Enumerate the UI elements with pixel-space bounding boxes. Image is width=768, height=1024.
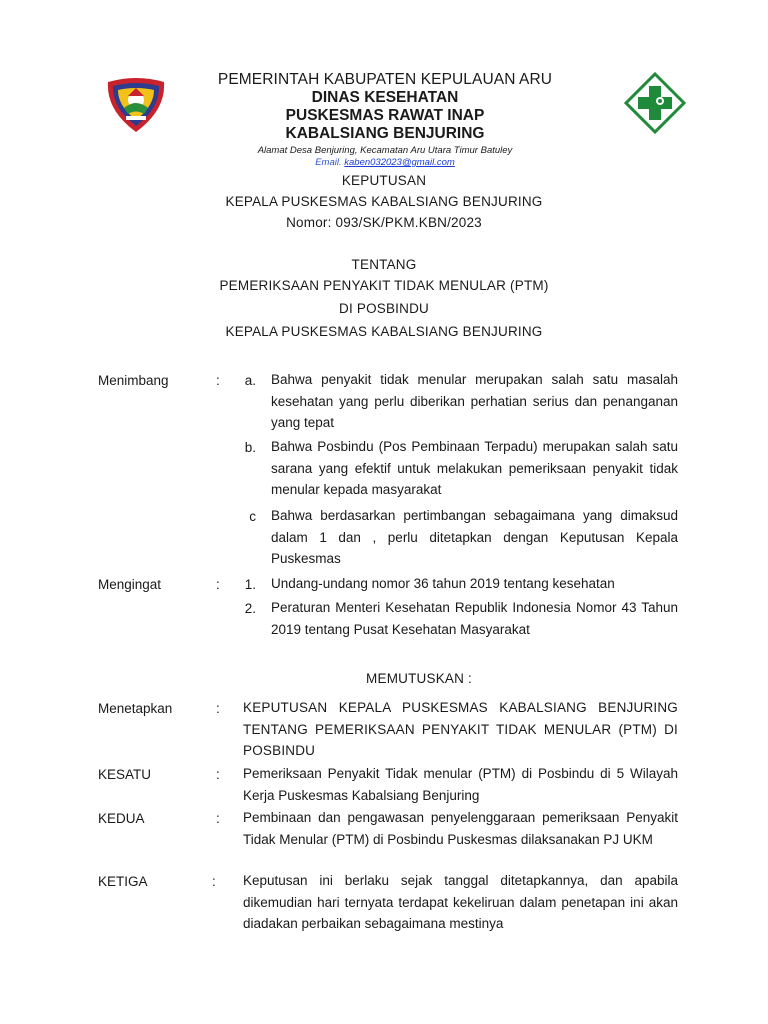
kesatu-colon: : — [216, 767, 220, 782]
menimbang-item-c: Bahwa berdasarkan pertimbangan sebagaimana yang dimaksud dalam 1 dan , perlu ditetapkan dengan Keputusan Kepala Puskesmas — [271, 508, 678, 566]
mengingat-item-1: Undang-undang nomor 36 tahun 2019 tentang kesehatan — [271, 576, 615, 591]
government-name: PEMERINTAH KABUPATEN KEPULAUAN ARU — [217, 71, 553, 88]
doc-number: Nomor: 093/SK/PKM.KBN/2023 — [286, 215, 482, 230]
kesatu-label: KESATU — [98, 767, 152, 782]
ketiga-text: Keputusan ini berlaku sejak tanggal ditetapkannya, dan apabila dikemudian hari ternyata terdapat kekeliruan dalam penetapan ini akan diadakan perbaikan sebagaimana mestinya — [243, 873, 678, 931]
kedua-text: Pembinaan dan pengawasan penyelenggaraan pemeriksaan Penyakit Tidak Menular (PTM) di Posbindu Puskesmas dilaksanakan PJ UKM — [243, 810, 678, 847]
puskesmas-cross-logo-icon — [624, 72, 686, 134]
email-label: Email. — [315, 157, 342, 168]
kedua-colon: : — [216, 811, 220, 826]
menimbang-marker-b: b. — [244, 440, 256, 455]
letterhead — [170, 71, 600, 168]
menimbang-marker-c: c — [249, 509, 256, 524]
memutuskan-heading: MEMUTUSKAN : — [366, 671, 472, 686]
menetapkan-text: KEPUTUSAN KEPALA PUSKESMAS KABALSIANG BENJURING TENTANG PEMERIKSAAN PENYAKIT TIDAK MENULAR (PTM) DI POSBINDU — [243, 700, 678, 758]
menimbang-colon: : — [216, 373, 220, 388]
ketiga-label: KETIGA — [98, 874, 148, 889]
issuer: KEPALA PUSKESMAS KABALSIANG BENJURING — [225, 194, 543, 209]
email-line — [170, 157, 600, 168]
address: Alamat Desa Benjuring, Kecamatan Aru Utara Timur Batuley — [257, 145, 513, 156]
mengingat-colon: : — [216, 577, 220, 592]
facility-name: PUSKESMAS RAWAT INAP — [285, 107, 485, 124]
ketiga-colon: : — [212, 874, 216, 889]
department-name: DINAS KESEHATAN — [311, 89, 459, 106]
facility-location: KABALSIANG BENJURING — [285, 125, 485, 142]
menimbang-item-a: Bahwa penyakit tidak menular merupakan salah satu masalah kesehatan yang perlu diberikan perhatian serius dan penanganan yang tepat — [271, 372, 678, 430]
menetapkan-colon: : — [216, 701, 220, 716]
doc-type: KEPUTUSAN — [341, 173, 427, 188]
menimbang-marker-a: a. — [244, 373, 256, 388]
kedua-label: KEDUA — [98, 811, 145, 826]
menimbang-label: Menimbang — [98, 373, 169, 388]
email-link[interactable]: kaben032023@gmail.com — [344, 157, 455, 168]
regency-emblem-icon — [104, 76, 168, 134]
tentang-heading: TENTANG — [351, 257, 417, 272]
menimbang-item-b: Bahwa Posbindu (Pos Pembinaan Terpadu) merupakan salah satu sarana yang efektif untuk melakukan pemeriksaan penyakit tidak menular kepada masyarakat — [271, 439, 678, 497]
kesatu-text: Pemeriksaan Penyakit Tidak menular (PTM) di Posbindu di 5 Wilayah Kerja Puskesmas Kabalsiang Benjuring — [243, 766, 678, 803]
mengingat-marker-1: 1. — [244, 577, 256, 592]
issuer-repeat: KEPALA PUSKESMAS KABALSIANG BENJURING — [225, 324, 543, 339]
menetapkan-label: Menetapkan — [98, 701, 173, 716]
subject-line-2: DI POSBINDU — [339, 301, 429, 316]
mengingat-item-2: Peraturan Menteri Kesehatan Republik Indonesia Nomor 43 Tahun 2019 tentang Pusat Kesehatan Masyarakat — [271, 600, 678, 637]
subject-line-1: PEMERIKSAAN PENYAKIT TIDAK MENULAR (PTM) — [219, 278, 549, 293]
mengingat-label: Mengingat — [98, 577, 162, 592]
mengingat-marker-2: 2. — [244, 601, 256, 616]
